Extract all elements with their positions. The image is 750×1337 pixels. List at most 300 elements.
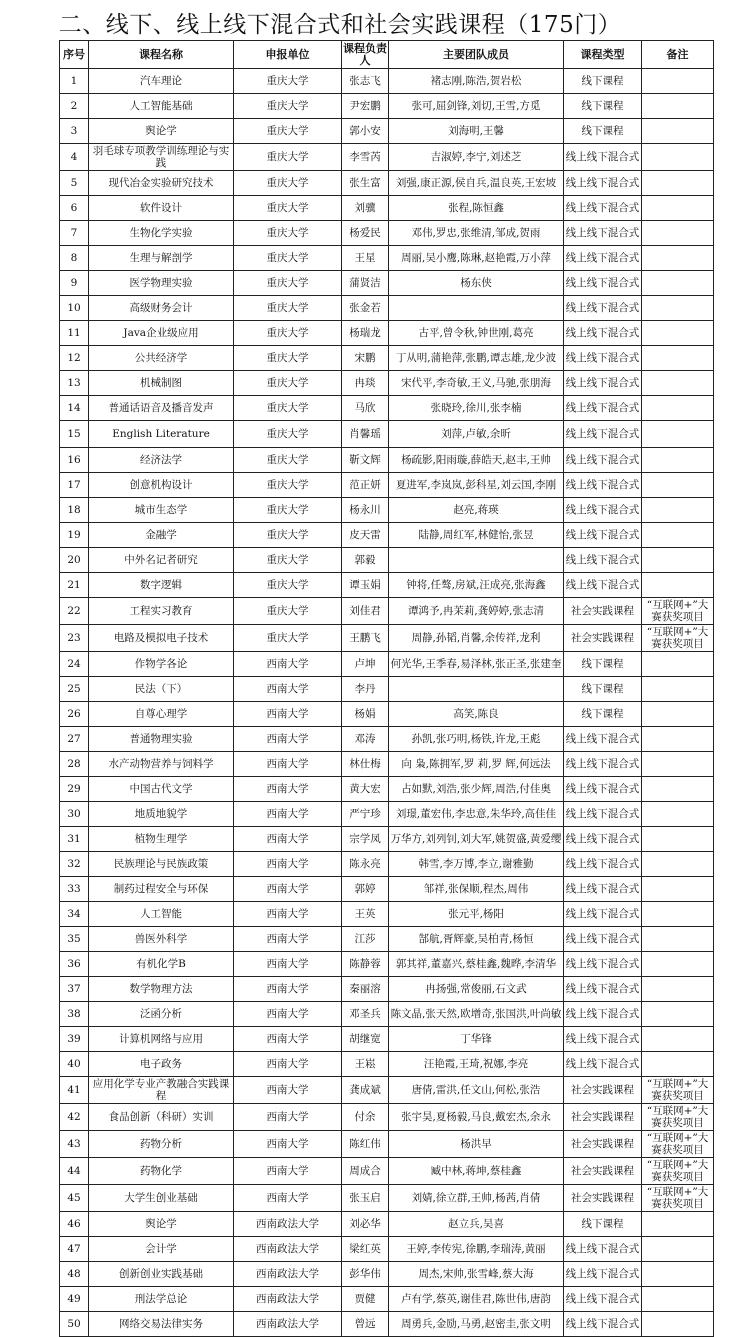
- cell-unit: 重庆大学: [234, 119, 342, 144]
- table-row: [60, 246, 714, 271]
- cell-leader: 杨爱民: [342, 221, 389, 246]
- table-body: [60, 69, 714, 1337]
- cell-leader: 张志飞: [342, 69, 389, 94]
- cell-course-type: 社会实践课程: [564, 1131, 642, 1158]
- cell-team: 何光华,王季春,易泽林,张正圣,张建奎: [389, 652, 564, 677]
- cell-team: 周勇兵,金励,马勇,赵密圭,张文明: [389, 1312, 564, 1337]
- cell-unit: 西南大学: [234, 652, 342, 677]
- table-row: [60, 371, 714, 396]
- cell-team: 褚志刚,陈浩,贺岩松: [389, 69, 564, 94]
- cell-unit: 西南大学: [234, 952, 342, 977]
- cell-unit: 西南大学: [234, 1077, 342, 1104]
- cell-note: [642, 396, 714, 421]
- cell-leader: 林仕梅: [342, 752, 389, 777]
- cell-course-name: 生物化学实验: [89, 221, 234, 246]
- cell-course-type: 线上线下混合式: [564, 1052, 642, 1077]
- cell-leader: 刘骥: [342, 196, 389, 221]
- cell-leader: 贾健: [342, 1287, 389, 1312]
- cell-note: [642, 1287, 714, 1312]
- table-row: [60, 1077, 714, 1104]
- cell-note: [642, 119, 714, 144]
- cell-unit: 重庆大学: [234, 371, 342, 396]
- cell-index: 45: [60, 1185, 89, 1212]
- cell-course-name: 创新创业实践基础: [89, 1262, 234, 1287]
- cell-note: [642, 573, 714, 598]
- cell-note: [642, 421, 714, 448]
- cell-course-name: 数字逻辑: [89, 573, 234, 598]
- table-row: [60, 752, 714, 777]
- cell-note: [642, 977, 714, 1002]
- cell-leader: 肖馨瑶: [342, 421, 389, 448]
- cell-unit: 西南大学: [234, 1158, 342, 1185]
- cell-team: 刘婧,徐立群,王帅,杨茜,肖倩: [389, 1185, 564, 1212]
- cell-leader: 杨瑞龙: [342, 321, 389, 346]
- cell-leader: 付余: [342, 1104, 389, 1131]
- cell-course-name: 刑法学总论: [89, 1287, 234, 1312]
- table-row: [60, 271, 714, 296]
- table-row: [60, 144, 714, 171]
- cell-team: 王婷,李传宪,徐鹏,李瑞涛,黄丽: [389, 1237, 564, 1262]
- cell-unit: 西南政法大学: [234, 1312, 342, 1337]
- cell-index: 26: [60, 702, 89, 727]
- cell-note: [642, 1052, 714, 1077]
- cell-index: 46: [60, 1212, 89, 1237]
- cell-unit: 重庆大学: [234, 94, 342, 119]
- table-row: [60, 1002, 714, 1027]
- table-row: [60, 1052, 714, 1077]
- cell-unit: 重庆大学: [234, 548, 342, 573]
- cell-course-name: 人工智能: [89, 902, 234, 927]
- cell-index: 28: [60, 752, 89, 777]
- table-row: [60, 625, 714, 652]
- cell-team: 张宇昊,夏杨毅,马良,戴宏杰,余永: [389, 1104, 564, 1131]
- cell-course-type: 社会实践课程: [564, 1104, 642, 1131]
- cell-course-name: 自尊心理学: [89, 702, 234, 727]
- cell-index: 29: [60, 777, 89, 802]
- cell-course-name: 羽毛球专项教学训练理论与实践: [89, 144, 234, 171]
- cell-unit: 西南大学: [234, 977, 342, 1002]
- cell-team: 向 枭,陈拥军,罗 莉,罗 辉,何远法: [389, 752, 564, 777]
- cell-team: 赵立兵,吴喜: [389, 1212, 564, 1237]
- cell-course-name: 作物学各论: [89, 652, 234, 677]
- cell-unit: 西南大学: [234, 1027, 342, 1052]
- cell-index: 14: [60, 396, 89, 421]
- cell-team: 邹祥,张保顺,程杰,周伟: [389, 877, 564, 902]
- cell-leader: 胡继宽: [342, 1027, 389, 1052]
- cell-index: 1: [60, 69, 89, 94]
- cell-leader: 张玉启: [342, 1185, 389, 1212]
- table-row: [60, 498, 714, 523]
- cell-team: 张晓玲,徐川,张李楠: [389, 396, 564, 421]
- cell-course-name: 人工智能基础: [89, 94, 234, 119]
- cell-course-name: 数学物理方法: [89, 977, 234, 1002]
- cell-course-type: 线上线下混合式: [564, 1237, 642, 1262]
- table-row: [60, 171, 714, 196]
- table-row: [60, 852, 714, 877]
- cell-unit: 西南大学: [234, 802, 342, 827]
- cell-note: [642, 171, 714, 196]
- cell-course-name: 地质地貌学: [89, 802, 234, 827]
- cell-index: 33: [60, 877, 89, 902]
- table-row: [60, 119, 714, 144]
- cell-course-name: 软件设计: [89, 196, 234, 221]
- cell-leader: 刘必华: [342, 1212, 389, 1237]
- cell-note: [642, 371, 714, 396]
- cell-unit: 重庆大学: [234, 69, 342, 94]
- cell-course-type: 线上线下混合式: [564, 902, 642, 927]
- cell-course-name: 舆论学: [89, 1212, 234, 1237]
- cell-team: 吉淑婷,李宁,刘述芝: [389, 144, 564, 171]
- cell-team: 邓伟,罗忠,张维清,邹成,贺雨: [389, 221, 564, 246]
- cell-leader: 龚成斌: [342, 1077, 389, 1104]
- cell-course-type: 线上线下混合式: [564, 852, 642, 877]
- cell-note: [642, 702, 714, 727]
- cell-index: 3: [60, 119, 89, 144]
- cell-index: 49: [60, 1287, 89, 1312]
- cell-course-type: 社会实践课程: [564, 1077, 642, 1104]
- table-row: [60, 1312, 714, 1337]
- cell-note: “互联网+”大赛获奖项目: [642, 598, 714, 625]
- cell-leader: 江莎: [342, 927, 389, 952]
- cell-unit: 重庆大学: [234, 523, 342, 548]
- cell-team: 高笑,陈良: [389, 702, 564, 727]
- cell-index: 23: [60, 625, 89, 652]
- cell-unit: 重庆大学: [234, 421, 342, 448]
- cell-course-type: 线上线下混合式: [564, 448, 642, 473]
- cell-course-type: 社会实践课程: [564, 1185, 642, 1212]
- cell-index: 34: [60, 902, 89, 927]
- cell-team: 赵亮,蒋瑛: [389, 498, 564, 523]
- table-row: [60, 1027, 714, 1052]
- cell-note: [642, 196, 714, 221]
- cell-unit: 西南政法大学: [234, 1287, 342, 1312]
- cell-team: 万华方,刘列钊,刘大军,姚贺盛,黄爱缨: [389, 827, 564, 852]
- cell-course-name: English Literature: [89, 421, 234, 448]
- cell-leader: 邓圣兵: [342, 1002, 389, 1027]
- table-row: [60, 1287, 714, 1312]
- course-table: [59, 40, 714, 1337]
- table-row: [60, 69, 714, 94]
- cell-course-type: 线上线下混合式: [564, 1312, 642, 1337]
- cell-course-type: 社会实践课程: [564, 1158, 642, 1185]
- cell-leader: 冉琰: [342, 371, 389, 396]
- cell-index: 12: [60, 346, 89, 371]
- cell-course-name: 电子政务: [89, 1052, 234, 1077]
- cell-team: 刘萍,卢敏,余昕: [389, 421, 564, 448]
- table-row: [60, 1237, 714, 1262]
- cell-course-name: 制药过程安全与环保: [89, 877, 234, 902]
- cell-unit: 重庆大学: [234, 171, 342, 196]
- cell-leader: 张生富: [342, 171, 389, 196]
- cell-note: [642, 1237, 714, 1262]
- cell-leader: 陈红伟: [342, 1131, 389, 1158]
- cell-unit: 西南大学: [234, 727, 342, 752]
- cell-index: 36: [60, 952, 89, 977]
- cell-unit: 重庆大学: [234, 473, 342, 498]
- cell-unit: 西南政法大学: [234, 1262, 342, 1287]
- cell-note: [642, 952, 714, 977]
- cell-team: 刘海明,王馨: [389, 119, 564, 144]
- cell-course-name: 普通物理实验: [89, 727, 234, 752]
- cell-index: 38: [60, 1002, 89, 1027]
- cell-course-type: 线上线下混合式: [564, 1027, 642, 1052]
- cell-index: 39: [60, 1027, 89, 1052]
- cell-index: 31: [60, 827, 89, 852]
- cell-course-type: 线下课程: [564, 69, 642, 94]
- cell-leader: 范正妍: [342, 473, 389, 498]
- cell-leader: 陈永亮: [342, 852, 389, 877]
- cell-leader: 皮天雷: [342, 523, 389, 548]
- cell-team: 刘璟,董宏伟,李忠意,朱华玲,高佳佳: [389, 802, 564, 827]
- cell-index: 50: [60, 1312, 89, 1337]
- cell-leader: 王星: [342, 246, 389, 271]
- cell-index: 48: [60, 1262, 89, 1287]
- cell-note: [642, 652, 714, 677]
- cell-note: [642, 94, 714, 119]
- cell-note: [642, 727, 714, 752]
- cell-note: [642, 877, 714, 902]
- cell-index: 35: [60, 927, 89, 952]
- cell-course-name: 现代冶金实验研究技术: [89, 171, 234, 196]
- cell-team: 杨疏影,阳雨璇,薛皓天,赵丰,王帅: [389, 448, 564, 473]
- table-row: [60, 952, 714, 977]
- table-row: [60, 421, 714, 448]
- cell-course-name: 网络交易法律实务: [89, 1312, 234, 1337]
- cell-course-name: 汽车理论: [89, 69, 234, 94]
- cell-course-name: 电路及模拟电子技术: [89, 625, 234, 652]
- cell-course-name: 民法（下）: [89, 677, 234, 702]
- cell-note: [642, 927, 714, 952]
- cell-unit: 西南大学: [234, 1052, 342, 1077]
- header-leader: 课程负责人: [343, 41, 387, 67]
- cell-team: 卢有学,蔡英,谢佳君,陈世伟,唐韵: [389, 1287, 564, 1312]
- cell-team: 臧中林,蒋坤,蔡桂鑫: [389, 1158, 564, 1185]
- cell-index: 18: [60, 498, 89, 523]
- cell-course-type: 线上线下混合式: [564, 144, 642, 171]
- cell-index: 30: [60, 802, 89, 827]
- cell-note: [642, 777, 714, 802]
- cell-unit: 重庆大学: [234, 346, 342, 371]
- cell-course-name: Java企业级应用: [89, 321, 234, 346]
- cell-unit: 西南大学: [234, 702, 342, 727]
- cell-note: [642, 1212, 714, 1237]
- cell-course-type: 线上线下混合式: [564, 246, 642, 271]
- cell-course-name: 水产动物营养与饲料学: [89, 752, 234, 777]
- cell-unit: 西南政法大学: [234, 1237, 342, 1262]
- cell-leader: 宗学凤: [342, 827, 389, 852]
- cell-team: 张元平,杨阳: [389, 902, 564, 927]
- cell-team: 夏进军,李岚岚,彭科星,刘云国,李刚: [389, 473, 564, 498]
- cell-course-type: 线下课程: [564, 94, 642, 119]
- cell-team: 冉扬强,常俊丽,石文武: [389, 977, 564, 1002]
- cell-note: [642, 523, 714, 548]
- cell-note: [642, 1027, 714, 1052]
- cell-index: 41: [60, 1077, 89, 1104]
- cell-leader: 宋鹏: [342, 346, 389, 371]
- cell-note: [642, 1312, 714, 1337]
- cell-course-type: 线上线下混合式: [564, 1002, 642, 1027]
- cell-leader: 郭小安: [342, 119, 389, 144]
- cell-course-type: 线上线下混合式: [564, 321, 642, 346]
- cell-course-type: 线上线下混合式: [564, 827, 642, 852]
- cell-index: 10: [60, 296, 89, 321]
- cell-leader: 蒲贤洁: [342, 271, 389, 296]
- cell-index: 17: [60, 473, 89, 498]
- cell-unit: 重庆大学: [234, 396, 342, 421]
- cell-unit: 重庆大学: [234, 498, 342, 523]
- cell-team: 郜航,胥辉豪,吴柏青,杨恒: [389, 927, 564, 952]
- cell-unit: 重庆大学: [234, 598, 342, 625]
- cell-course-type: 线上线下混合式: [564, 196, 642, 221]
- cell-note: [642, 498, 714, 523]
- cell-unit: 西南大学: [234, 852, 342, 877]
- cell-team: 周杰,宋帅,张雪峰,蔡大海: [389, 1262, 564, 1287]
- table-row: [60, 396, 714, 421]
- cell-unit: 西南政法大学: [234, 1212, 342, 1237]
- table-row: [60, 777, 714, 802]
- table-row: [60, 652, 714, 677]
- cell-team: 丁从明,蒲艳萍,张鹏,谭志雄,龙少波: [389, 346, 564, 371]
- table-row: [60, 573, 714, 598]
- table-row: [60, 677, 714, 702]
- cell-leader: 黄大宏: [342, 777, 389, 802]
- cell-unit: 西南大学: [234, 827, 342, 852]
- table-row: [60, 523, 714, 548]
- table-row: [60, 1104, 714, 1131]
- table-row: [60, 927, 714, 952]
- cell-index: 13: [60, 371, 89, 396]
- table-row: [60, 1262, 714, 1287]
- cell-course-type: 线上线下混合式: [564, 802, 642, 827]
- cell-team: 占如默,刘浩,张少辉,周浩,付佳奥: [389, 777, 564, 802]
- cell-index: 47: [60, 1237, 89, 1262]
- cell-unit: 西南大学: [234, 877, 342, 902]
- header-course-name: 课程名称: [89, 41, 234, 69]
- cell-leader: 秦丽溶: [342, 977, 389, 1002]
- cell-note: [642, 346, 714, 371]
- cell-team: 杨东侠: [389, 271, 564, 296]
- cell-leader: 梁红英: [342, 1237, 389, 1262]
- cell-leader: 彭华伟: [342, 1262, 389, 1287]
- cell-team: 陈文晶,张天然,欧增奇,张国洪,叶尚敏: [389, 1002, 564, 1027]
- cell-team: 韩雪,李万博,李立,谢雅勤: [389, 852, 564, 877]
- cell-unit: 西南大学: [234, 927, 342, 952]
- cell-team: 丁华锋: [389, 1027, 564, 1052]
- table-row: [60, 548, 714, 573]
- cell-note: “互联网+”大赛获奖项目: [642, 1104, 714, 1131]
- cell-unit: 重庆大学: [234, 573, 342, 598]
- cell-course-type: 线上线下混合式: [564, 752, 642, 777]
- table-row: [60, 977, 714, 1002]
- cell-leader: 王崧: [342, 1052, 389, 1077]
- cell-note: “互联网+”大赛获奖项目: [642, 1185, 714, 1212]
- cell-index: 43: [60, 1131, 89, 1158]
- cell-note: [642, 448, 714, 473]
- cell-index: 15: [60, 421, 89, 448]
- header-note: 备注: [642, 41, 714, 69]
- cell-index: 32: [60, 852, 89, 877]
- table-row: [60, 1158, 714, 1185]
- cell-index: 9: [60, 271, 89, 296]
- cell-note: [642, 802, 714, 827]
- cell-unit: 西南大学: [234, 1002, 342, 1027]
- cell-unit: 重庆大学: [234, 144, 342, 171]
- cell-note: [642, 144, 714, 171]
- cell-course-type: 线上线下混合式: [564, 396, 642, 421]
- cell-leader: 郭毅: [342, 548, 389, 573]
- cell-unit: 西南大学: [234, 1131, 342, 1158]
- cell-note: [642, 1002, 714, 1027]
- cell-note: “互联网+”大赛获奖项目: [642, 1131, 714, 1158]
- cell-unit: 重庆大学: [234, 321, 342, 346]
- cell-course-name: 大学生创业基础: [89, 1185, 234, 1212]
- cell-unit: 西南大学: [234, 902, 342, 927]
- header-course-type: 课程类型: [564, 41, 642, 69]
- cell-note: [642, 221, 714, 246]
- cell-team: 张可,屈剑锋,刘切,王雪,方觅: [389, 94, 564, 119]
- cell-leader: 王英: [342, 902, 389, 927]
- cell-index: 8: [60, 246, 89, 271]
- cell-index: 4: [60, 144, 89, 171]
- cell-note: [642, 827, 714, 852]
- cell-index: 44: [60, 1158, 89, 1185]
- cell-course-name: 药物分析: [89, 1131, 234, 1158]
- cell-course-name: 医学物理实验: [89, 271, 234, 296]
- cell-index: 42: [60, 1104, 89, 1131]
- cell-course-name: 兽医外科学: [89, 927, 234, 952]
- table-row: [60, 196, 714, 221]
- cell-note: [642, 677, 714, 702]
- cell-team: 杨洪早: [389, 1131, 564, 1158]
- cell-team: 刘强,康正源,侯自兵,温良英,王宏坡: [389, 171, 564, 196]
- cell-team: 周静,孙韬,肖馨,余传祥,龙利: [389, 625, 564, 652]
- cell-course-type: 线下课程: [564, 702, 642, 727]
- table-row: [60, 473, 714, 498]
- cell-team: 汪艳霞,王琦,祝娜,李亮: [389, 1052, 564, 1077]
- cell-leader: 靳文辉: [342, 448, 389, 473]
- cell-leader: 卢坤: [342, 652, 389, 677]
- cell-note: [642, 246, 714, 271]
- cell-index: 11: [60, 321, 89, 346]
- cell-course-type: 线上线下混合式: [564, 221, 642, 246]
- cell-unit: 西南大学: [234, 677, 342, 702]
- cell-note: [642, 752, 714, 777]
- cell-index: 2: [60, 94, 89, 119]
- cell-index: 21: [60, 573, 89, 598]
- cell-team: [389, 296, 564, 321]
- cell-unit: 重庆大学: [234, 196, 342, 221]
- table-row: [60, 702, 714, 727]
- cell-course-name: 中国古代文学: [89, 777, 234, 802]
- cell-leader: 王鹏飞: [342, 625, 389, 652]
- header-team: 主要团队成员: [389, 41, 564, 69]
- cell-course-type: 线上线下混合式: [564, 498, 642, 523]
- cell-index: 6: [60, 196, 89, 221]
- cell-course-type: 线上线下混合式: [564, 523, 642, 548]
- cell-leader: 刘佳君: [342, 598, 389, 625]
- table-row: [60, 448, 714, 473]
- cell-index: 7: [60, 221, 89, 246]
- table-row: [60, 827, 714, 852]
- cell-course-name: 中外名记者研究: [89, 548, 234, 573]
- table-row: [60, 296, 714, 321]
- table-row: [60, 1131, 714, 1158]
- cell-course-type: 线上线下混合式: [564, 927, 642, 952]
- cell-course-name: 食品创新（科研）实训: [89, 1104, 234, 1131]
- cell-course-type: 线上线下混合式: [564, 346, 642, 371]
- cell-leader: 杨娟: [342, 702, 389, 727]
- cell-course-name: 创意机构设计: [89, 473, 234, 498]
